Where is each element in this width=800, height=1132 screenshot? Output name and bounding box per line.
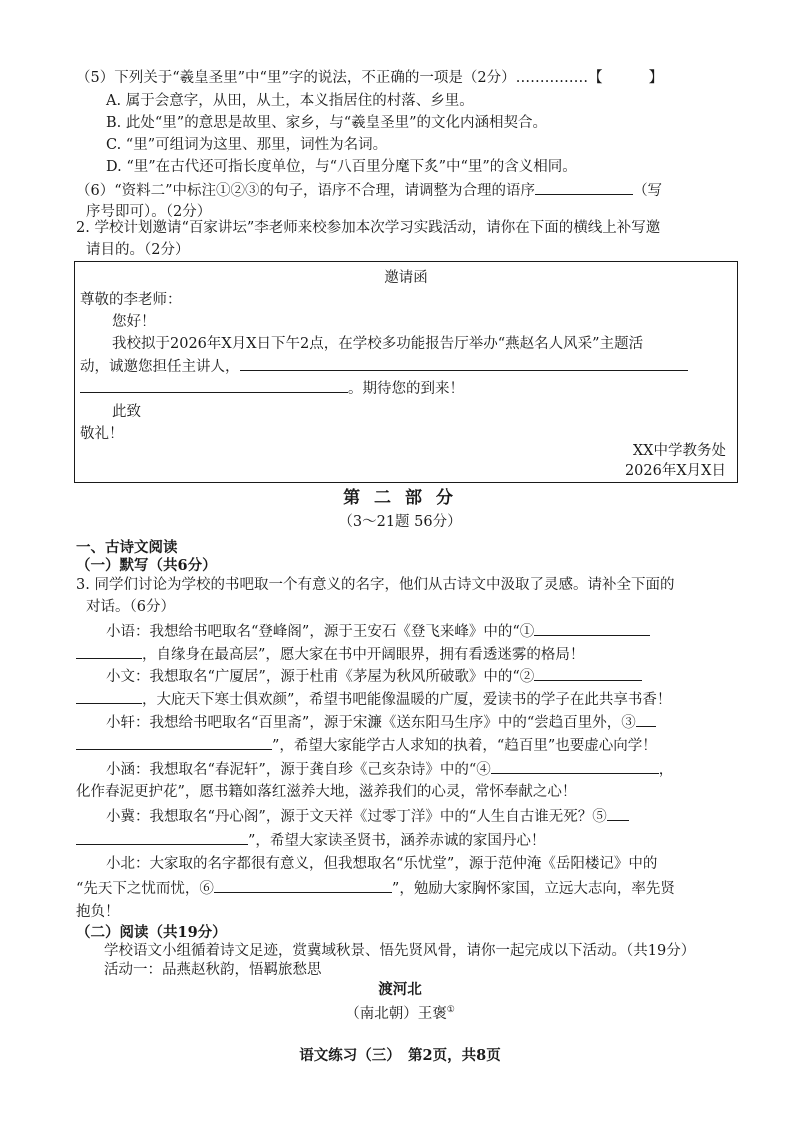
dialog-xiaoji-2-text: ”，希望大家读圣贤书，涵养赤诚的家国丹心！ (248, 833, 546, 849)
q5-option-c: C. “里”可组词为这里、那里，词性为名词。 (106, 137, 388, 153)
blank-2a[interactable] (534, 666, 642, 681)
q5-option-d: D. “里”在古代还可指长度单位，与“八百里分麾下炙”中“里”的含义相同。 (106, 159, 577, 175)
blank-6[interactable] (214, 878, 392, 893)
dialog-xiaoji-1-text: 小冀：我想取名“丹心阁”，源于文天祥《过零丁洋》中的“人生自古谁无死？⑤ (106, 809, 607, 825)
section1-heading: 一、古诗文阅读 (76, 539, 178, 556)
reading-intro: 学校语文小组循着诗文足迹，赏冀域秋景、悟先贤风骨，请你一起完成以下活动。（共19分） (104, 943, 696, 959)
invitation-body3-text: 。期待您的到来！ (348, 381, 464, 397)
dialog-xiaowen-1 (106, 666, 642, 687)
dialog-xiaohan-2: 化作春泥更护花”，愿书籍如落红滋养大地，滋养我们的心灵，常怀奉献之心！ (76, 784, 577, 800)
invitation-answer-blank-1[interactable] (240, 356, 688, 371)
dialog-xiaoyu-1-text: 小语：我想给书吧取名“登峰阁”，源于王安石《登飞来峰》中的“① (106, 624, 535, 640)
dialog-xiaoxuan-2-text: ”，希望大家能学古人求知的执着，“趋百里”也要虚心向学！ (272, 738, 657, 754)
q5-option-b: B. 此处“里”的意思是故里、家乡，与“羲皇圣里”的文化内涵相契合。 (106, 115, 548, 131)
part2-title: 第 二 部 分 (343, 488, 457, 508)
invitation-date: 2026年X月X日 (624, 463, 726, 479)
q5-stem-text: （5）下列关于“羲皇圣里”中“里”字的说法，不正确的一项是（2分）……………【 (76, 70, 603, 86)
poem-author (0, 1000, 800, 1024)
invitation-closing2: 敬礼！ (80, 426, 124, 442)
section1-sub2: （二）阅读（共19分） (76, 924, 227, 941)
invitation-answer-blank-2[interactable] (80, 378, 348, 393)
dialog-xiaowen-1-text: 小文：我想取名“广厦居”，源于杜甫《茅屋为秋风所破歌》中的“② (106, 669, 535, 685)
q5-bracket-close: 】 (648, 70, 664, 86)
invitation-body1: 我校拟于2026年X月X日下午2点，在学校多功能报告厅举办“燕赵名人风采”主题活 (112, 336, 644, 352)
dialog-xiaobei-2 (76, 878, 675, 899)
dialog-xiaohan-1-end: ， (658, 762, 674, 778)
dialog-xiaowen-2 (76, 689, 671, 710)
invitation-closing1: 此致 (112, 404, 141, 420)
blank-3b[interactable] (76, 735, 272, 750)
poem-title: 渡河北 (378, 981, 422, 998)
blank-3a[interactable] (636, 712, 656, 727)
dialog-xiaobei-3: 抱负！ (76, 904, 120, 920)
invitation-body2 (80, 356, 688, 377)
q2-line1: 2. 学校计划邀请“百家讲坛”李老师来校参加本次学习实践活动，请你在下面的横线上补写邀 (76, 220, 661, 236)
dialog-xiaoji-1 (106, 806, 629, 827)
dialog-xiaobei-1: 小北：大家取的名字都很有意义，但我想取名“乐忧堂”，源于范仲淹《岳阳楼记》中的 (106, 856, 658, 872)
dialog-xiaohan-1-text: 小涵：我想取名“春泥轩”，源于龚自珍《己亥杂诗》中的“④ (106, 762, 491, 778)
part2-range: （3～21题 56分） (338, 514, 462, 530)
q6-line2: 序号即可）。（2分） (86, 204, 212, 220)
dialog-xiaohan-1 (106, 759, 673, 780)
poem-author-text: （南北朝）王褒 (345, 1005, 447, 1022)
invitation-greeting: 您好！ (112, 314, 156, 330)
blank-1b[interactable] (76, 644, 142, 659)
footnote-mark: ① (446, 1005, 455, 1015)
blank-5a[interactable] (607, 806, 629, 821)
dialog-xiaobei-2-text: “先天下之忧而忧，⑥ (76, 881, 214, 897)
q6-answer-blank[interactable] (535, 180, 633, 195)
dialog-xiaowen-2-text: ，大庇天下寒士俱欢颜”，希望书吧能像温暖的广厦，爱读书的学子在此共享书香！ (142, 692, 672, 708)
dialog-xiaoxuan-1 (106, 712, 656, 733)
q3-line2: 对话。（6分） (86, 599, 175, 615)
q6-line1 (76, 180, 662, 201)
q6-line1-text: （6）“资料二”中标注①②③的句子，语序不合理，请调整为合理的语序 (76, 183, 536, 199)
q5-stem (76, 68, 663, 88)
invitation-title: 邀请函 (384, 270, 428, 286)
dialog-xiaobei-2-tail: ”，勉励大家胸怀家国，立远大志向，率先贤 (391, 881, 675, 897)
q6-line1-tail: （写 (633, 183, 663, 199)
dialog-xiaoxuan-2 (76, 735, 657, 756)
q3-line1: 3. 同学们讨论为学校的书吧取一个有意义的名字，他们从古诗文中汲取了灵感。请补全下面的 (76, 577, 675, 593)
activity1: 活动一：品燕赵秋韵，悟羁旅愁思 (104, 962, 322, 978)
dialog-xiaoyu-2 (76, 644, 584, 665)
blank-1a[interactable] (534, 621, 650, 636)
blank-5b[interactable] (76, 830, 248, 845)
blank-2b[interactable] (76, 689, 142, 704)
invitation-sender: XX中学教务处 (632, 443, 726, 459)
invitation-salutation: 尊敬的李老师： (80, 292, 182, 308)
dialog-xiaoxuan-1-text: 小轩：我想给书吧取名“百里斋”，源于宋濂《送东阳马生序》中的“尝趋百里外，③ (106, 715, 636, 731)
invitation-body2-text: 动，诚邀您担任主讲人， (80, 359, 240, 375)
blank-4[interactable] (491, 759, 659, 774)
invitation-body3 (80, 378, 464, 399)
page-footer: 语文练习（三） 第2页，共8页 (299, 1047, 501, 1064)
dialog-xiaoyu-2-text: ，自缘身在最高层”，愿大家在书中开阔眼界，拥有看透迷雾的格局！ (142, 647, 585, 663)
q5-option-a: A. 属于会意字，从田，从土，本义指居住的村落、乡里。 (106, 93, 474, 109)
dialog-xiaoyu-1 (106, 621, 650, 642)
dialog-xiaoji-2 (76, 830, 545, 851)
section1-sub1: （一）默写（共6分） (76, 557, 217, 574)
q2-line2: 请目的。（2分） (86, 242, 190, 258)
